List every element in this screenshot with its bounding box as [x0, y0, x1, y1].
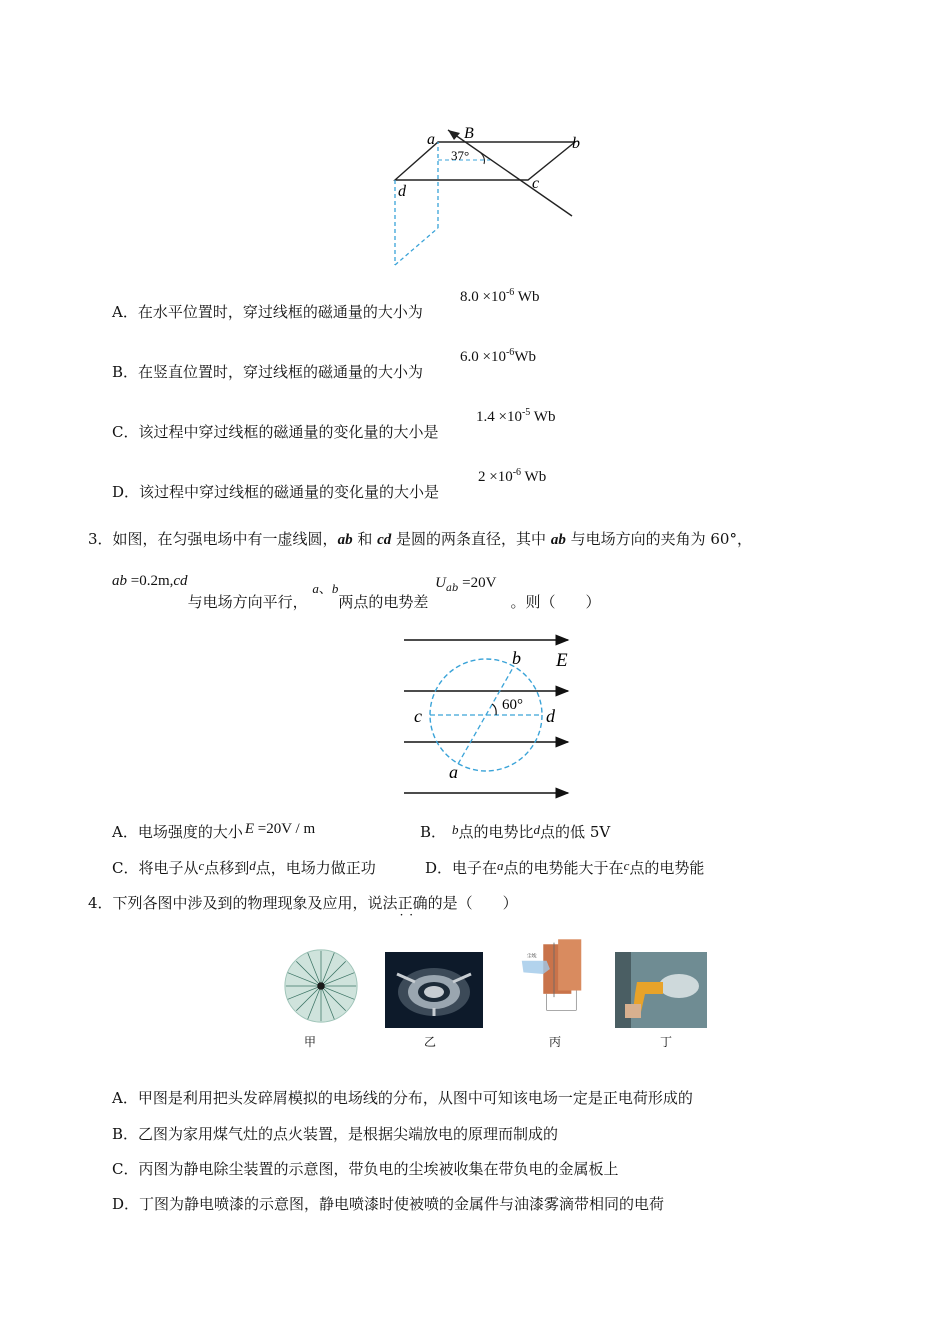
option-text: 该过程中穿过线框的磁通量的变化量的大小是 [139, 483, 440, 501]
q3-stem-line2: ab =0.2m,cd与电场方向平行， a、b两点的电势差 $U_{ab} =20V$。则（ ） [112, 573, 601, 611]
image-jia-hair-field-lines [272, 948, 370, 1024]
question-number: 3． [88, 530, 113, 548]
image-ding-electrostatic-spray [612, 952, 710, 1028]
option-key: A． [112, 303, 138, 321]
q4-option-c[interactable]: C．丙图为静电除尘装置的示意图，带负电的尘埃被收集在带负电的金属板上 [112, 1160, 619, 1178]
fig1-label-d: d [398, 183, 406, 200]
emphasis-correct: 正确 · · [398, 894, 428, 912]
q3-stem-line1: 3．如图，在匀强电场中有一虚线圆，ab 和 cd 是圆的两条直径，其中 ab 与电场方向的夹角为 60°， [88, 530, 752, 548]
q2-option-d[interactable] [112, 481, 439, 502]
image-yi-gas-stove [385, 952, 483, 1028]
caption-bing: 丙 [548, 1035, 561, 1049]
fig1-label-b: b [572, 135, 580, 152]
q3-option-d[interactable]: D．电子在a点的电势能大于在c点的电势能 [425, 858, 705, 877]
question-number: 4． [88, 894, 113, 912]
q2-option-a[interactable] [112, 301, 423, 322]
caption-ding: 丁 [659, 1035, 672, 1049]
option-key: D． [112, 483, 140, 501]
q4-stem: 4．下列各图中涉及到的物理现象及应用，说法正确 · ·的是（ ） [88, 892, 518, 913]
q2-option-b-value: $6.0 \times 10^{-6}Wb$ [460, 347, 536, 365]
q3-option-a[interactable]: A．电场强度的大小 E =20V / m [112, 821, 316, 841]
caption-yi: 乙 [423, 1035, 436, 1049]
q3-option-b[interactable]: B． b点的电势比d点的低 5V [420, 822, 611, 841]
q4-option-d[interactable]: D．丁图为静电喷漆的示意图，静电喷漆时使被喷的金属件与油漆雾滴带相同的电荷 [112, 1195, 665, 1213]
q2-option-c[interactable] [112, 421, 439, 442]
caption-jia: 甲 [303, 1035, 316, 1049]
fig3-label-b: b [512, 648, 521, 668]
option-text: 在水平位置时，穿过线框的磁通量的大小为 [137, 303, 423, 321]
fig1-angle-label: 37° [451, 148, 470, 163]
q2-option-a-value: $8.0 \times 10^{-6}$ Wb [460, 287, 540, 305]
angle-arc [492, 704, 496, 715]
q2-option-d-value: $2 \times 10^{-6}$ Wb [478, 467, 547, 485]
fig1-label-a: a [427, 131, 435, 148]
fig3-label-a: a [449, 762, 458, 782]
q2-option-b[interactable] [112, 361, 423, 382]
figure-magnetic-flux-frame [380, 120, 600, 270]
fig3-label-d: d [546, 706, 555, 726]
fig3-angle-label: 60° [502, 697, 523, 713]
fig3-label-c: c [414, 706, 422, 726]
option-key: B． [112, 363, 139, 381]
figure-electric-field-circle [398, 628, 588, 803]
option-text: 该过程中穿过线框的磁通量的变化量的大小是 [138, 423, 439, 441]
fig3-label-E: E [556, 650, 568, 671]
svg-text:尘埃: 尘埃 [526, 953, 537, 960]
option-key: C． [112, 423, 139, 441]
q4-option-b[interactable]: B．乙图为家用煤气灶的点火装置，是根据尖端放电的原理而制成的 [112, 1125, 559, 1143]
q3-option-c[interactable]: C．将电子从c点移到d点，电场力做正功 [112, 858, 376, 877]
option-text: 在竖直位置时，穿过线框的磁通量的大小为 [138, 363, 424, 381]
q4-option-a[interactable]: A．甲图是利用把头发碎屑模拟的电场线的分布，从图中可知该电场一定是正电荷形成的 [112, 1089, 693, 1107]
fig1-label-c: c [532, 175, 540, 192]
image-bing-electrostatic-precipitator [505, 936, 603, 1012]
q2-option-c-value: $1.4 \times 10^{-5}$ Wb [476, 407, 556, 425]
fig1-label-B: B [464, 125, 474, 142]
